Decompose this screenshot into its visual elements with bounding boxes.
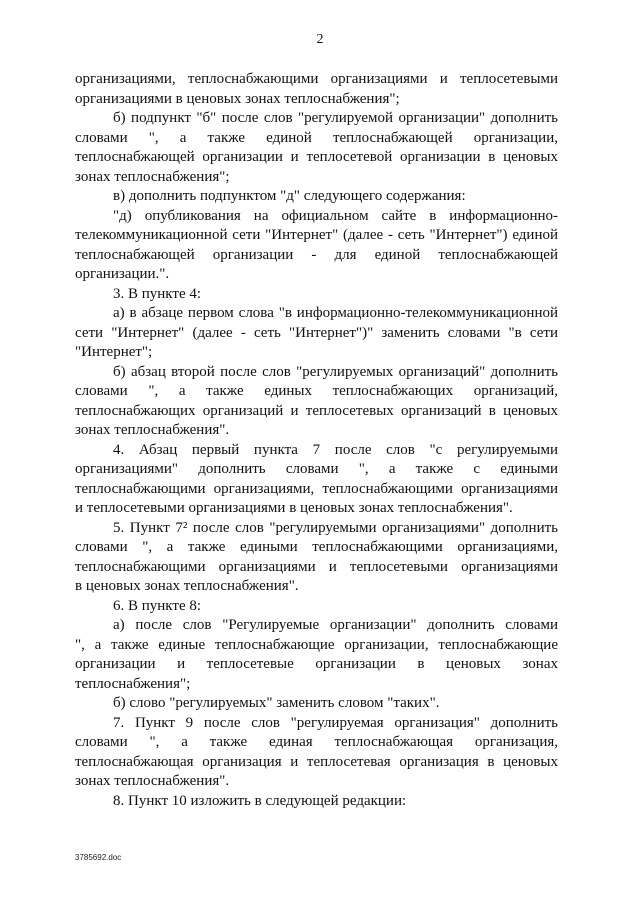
paragraph — [75, 304, 558, 363]
text-line: 6. В пункте 8: — [113, 597, 202, 614]
text-line: телекоммуникационной сети "Интернет" (далее - сеть "Интернет") единой — [75, 227, 558, 243]
text-line: теплоснабжающая организация и теплосетевая организация в ценовых — [75, 753, 558, 770]
text-line: в ценовых зонах теплоснабжения". — [75, 578, 299, 594]
text-line: б) абзац второй после слов "регулируемых организаций" дополнить — [113, 363, 558, 380]
paragraph — [75, 616, 558, 694]
text-line: б) подпункт "б" после слов "регулируемой организации" дополнить — [113, 110, 558, 126]
paragraph — [75, 109, 558, 187]
text-line: зонах теплоснабжения". — [75, 422, 230, 438]
paragraph — [75, 714, 558, 792]
text-line: организации и теплосетевые организации в ценовых зонах — [75, 656, 558, 672]
text-line: 7. Пункт 9 после слов "регулируемая организация" дополнить — [113, 714, 558, 731]
text-line: словами ", а также единой теплоснабжающей организации, — [75, 129, 558, 146]
paragraph — [75, 441, 558, 519]
text-line: словами ", а также единая теплоснабжающая организация, — [75, 734, 558, 750]
paragraph — [75, 694, 558, 714]
text-line: 4. Абзац первый пункта 7 после слов "с регулируемыми — [113, 441, 558, 458]
text-line: б) слово "регулируемых" заменить словом "таких". — [113, 695, 440, 711]
text-line: словами ", а также едиными теплоснабжающими организациями, — [75, 539, 558, 555]
text-line: теплоснабжающих организаций и теплосетевых организаций в ценовых — [75, 402, 558, 419]
text-line: сети "Интернет" (далее - сеть "Интернет")" заменить словами "в сети — [75, 324, 558, 341]
text-line: зонах теплоснабжения"; — [75, 168, 230, 185]
text-line: теплоснабжающими организациями и теплосетевыми организациями — [75, 558, 558, 575]
paragraph — [75, 187, 558, 207]
text-line: "д) опубликования на официальном сайте в информационно- — [113, 207, 558, 224]
text-line: и теплосетевыми организациями в ценовых зонах теплоснабжения". — [75, 500, 513, 516]
text-line: теплоснабжающей организации - для единой теплоснабжающей — [75, 246, 558, 263]
text-line: организациями" дополнить словами ", а также с едиными — [75, 461, 558, 477]
paragraph — [75, 597, 558, 617]
text-line: теплоснабжающей организации и теплосетевой организации в ценовых — [75, 149, 558, 165]
text-line: ", а также единые теплоснабжающие организации, теплоснабжающие — [75, 636, 558, 653]
footer-doc-code: 3785692.doc — [75, 853, 122, 862]
text-line: теплоснабжающими организациями, теплоснабжающими организациями — [75, 480, 558, 497]
text-line: а) после слов "Регулируемые организации" дополнить словами — [113, 617, 558, 633]
paragraph — [75, 285, 558, 305]
paragraph — [75, 207, 558, 285]
text-line: 8. Пункт 10 изложить в следующей редакции: — [113, 792, 407, 809]
text-line: словами ", а также единых теплоснабжающих организаций, — [75, 383, 558, 399]
document-body — [75, 70, 558, 811]
page-number: 2 — [316, 32, 324, 47]
text-line: 3. В пункте 4: — [113, 285, 202, 302]
text-line: организациями в ценовых зонах теплоснабжения"; — [75, 90, 400, 107]
text-line: организации.". — [75, 266, 170, 282]
paragraph — [75, 519, 558, 597]
text-line: зонах теплоснабжения". — [75, 773, 230, 789]
paragraph — [75, 363, 558, 441]
text-line: в) дополнить подпунктом "д" следующего содержания: — [113, 188, 466, 204]
text-line: организациями, теплоснабжающими организациями и теплосетевыми — [75, 71, 558, 87]
paragraph — [75, 70, 558, 109]
paragraph — [75, 792, 558, 812]
text-line: 5. Пункт 7² после слов "регулируемыми организациями" дополнить — [113, 519, 558, 536]
text-line: теплоснабжения"; — [75, 675, 191, 692]
text-line: "Интернет"; — [75, 344, 153, 360]
text-line: а) в абзаце первом слова "в информационно-телекоммуникационной — [113, 305, 558, 321]
